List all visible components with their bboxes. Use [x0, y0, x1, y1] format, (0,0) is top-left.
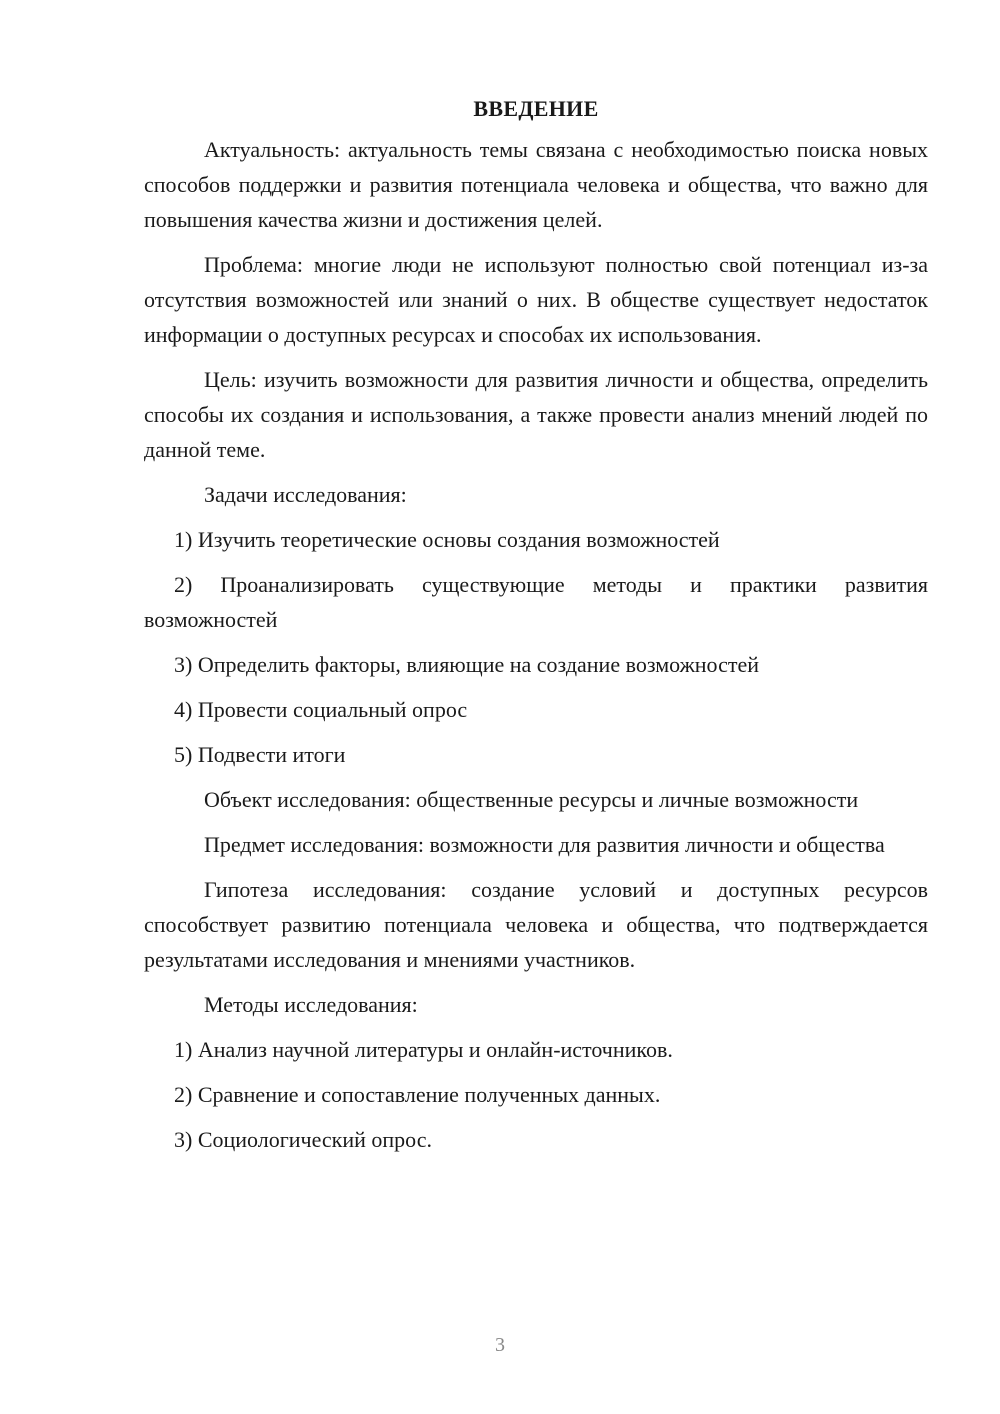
task-item-1: 1) Изучить теоретические основы создания возможностей: [174, 527, 720, 552]
page-title: ВВЕДЕНИЕ: [473, 96, 599, 121]
method-item-1: 1) Анализ научной литературы и онлайн-источников.: [174, 1037, 673, 1062]
page-number: 3: [495, 1334, 505, 1356]
document-page: [144, 92, 928, 1157]
task-item-5: 5) Подвести итоги: [174, 742, 346, 767]
task-item-2: 2) Проанализировать существующие методы и практики развития возможностей: [144, 572, 928, 632]
problem-paragraph: Проблема: многие люди не используют полностью свой потенциал из-за отсутствия возможностей или знаний о них. В обществе существует недостаток информации о доступных ресурсах и способах их использования.: [144, 252, 928, 347]
hypothesis-paragraph: Гипотеза исследования: создание условий и доступных ресурсов способствует развитию потенциала человека и общества, что подтверждается результатами исследования и мнениями участников.: [144, 877, 928, 972]
relevance-paragraph: Актуальность: актуальность темы связана с необходимостью поиска новых способов поддержки и развития потенциала человека и общества, что важно для повышения качества жизни и достижения целей.: [144, 137, 928, 232]
task-item-3: 3) Определить факторы, влияющие на создание возможностей: [174, 652, 760, 677]
method-item-3: 3) Социологический опрос.: [174, 1127, 432, 1152]
object-paragraph: Объект исследования: общественные ресурсы и личные возможности: [204, 787, 859, 812]
subject-paragraph: Предмет исследования: возможности для развития личности и общества: [204, 832, 885, 857]
methods-heading: Методы исследования:: [204, 992, 418, 1017]
task-item-4: 4) Провести социальный опрос: [174, 697, 468, 722]
tasks-heading: Задачи исследования:: [204, 482, 407, 507]
method-item-2: 2) Сравнение и сопоставление полученных данных.: [174, 1082, 661, 1107]
goal-paragraph: Цель: изучить возможности для развития личности и общества, определить способы их создания и использования, а также провести анализ мнений людей по данной теме.: [144, 367, 928, 462]
